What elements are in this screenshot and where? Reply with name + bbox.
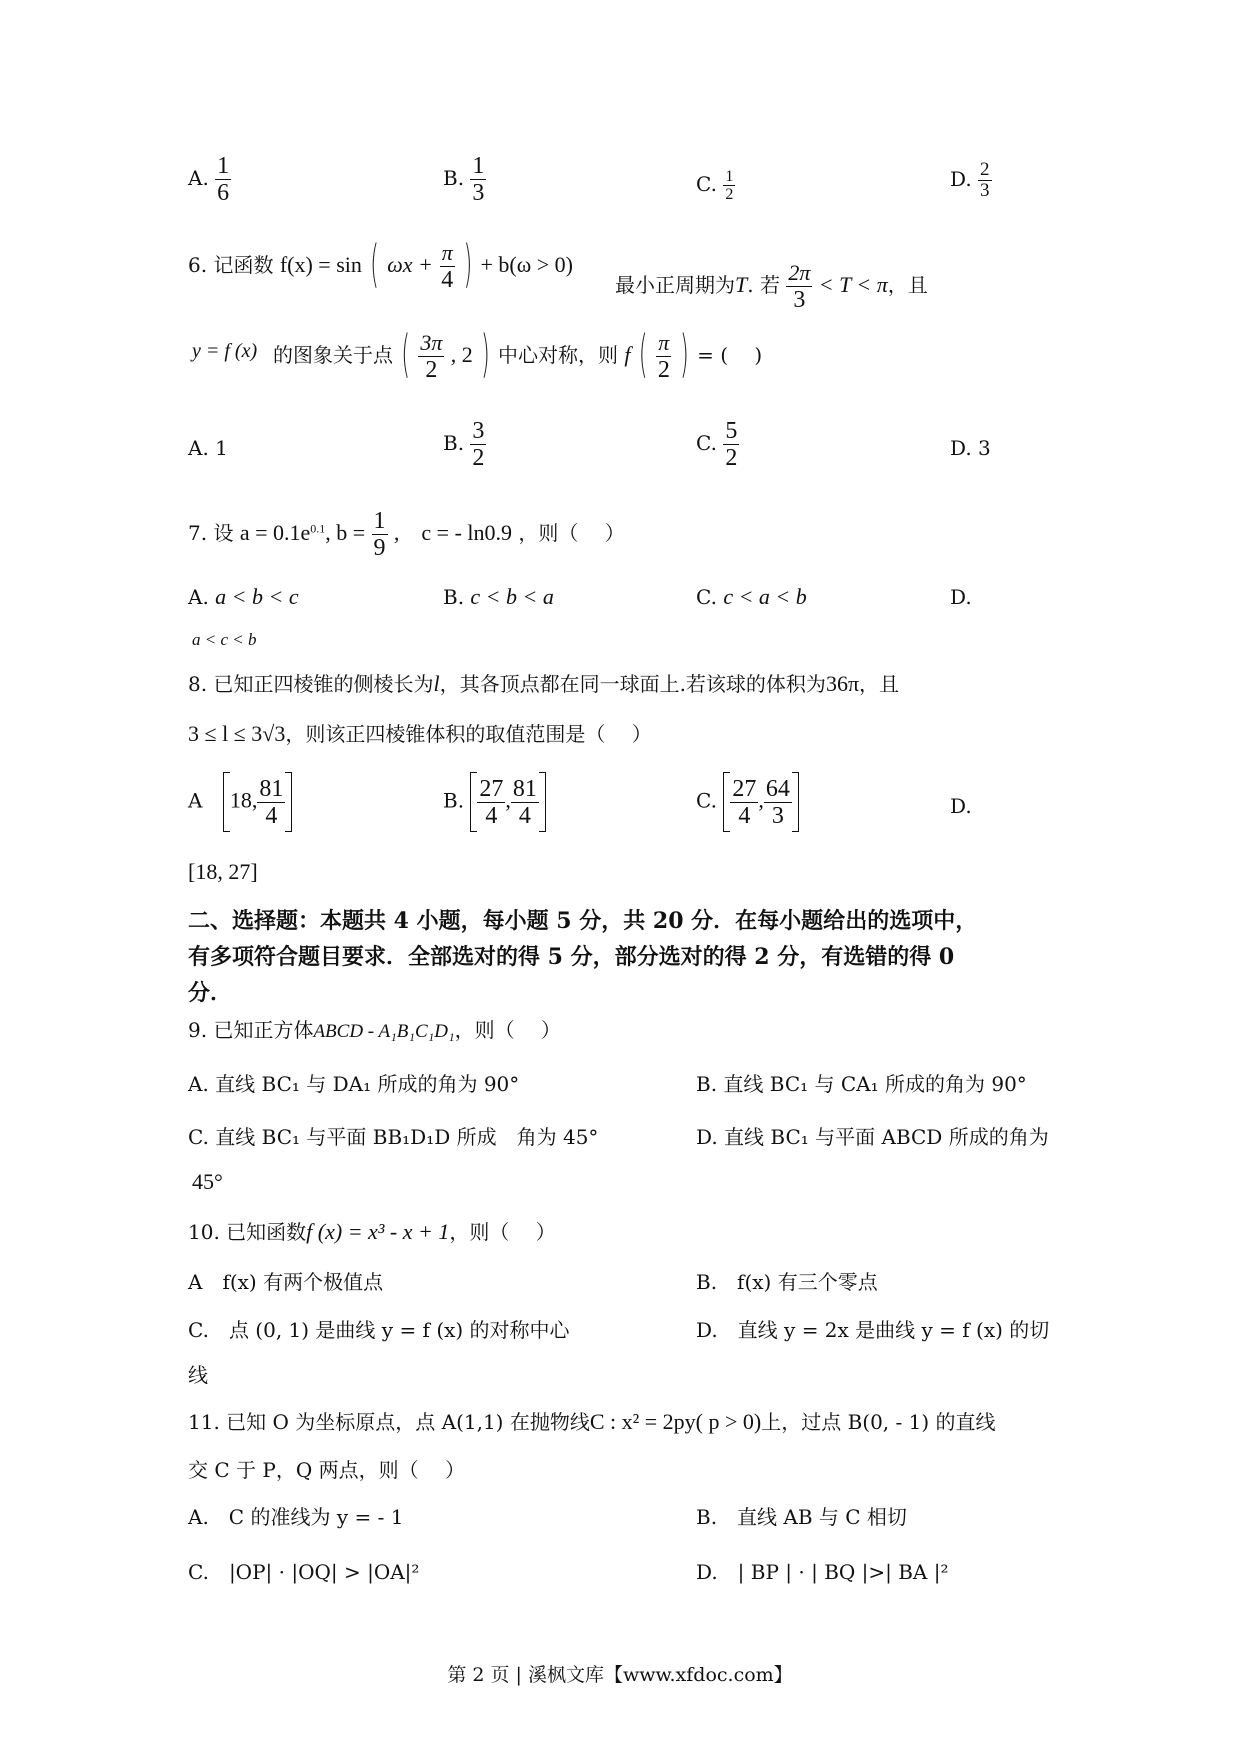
fraction	[723, 168, 735, 203]
math-expr: a < c < b	[192, 630, 257, 649]
question-number: 7. 设	[188, 521, 234, 545]
numerator: 5	[725, 418, 738, 444]
option-label: C.	[696, 431, 717, 455]
math-expr: f (x) = x³ - x + 1	[306, 1219, 450, 1244]
q8-option-d-expr	[188, 860, 258, 884]
q10-option-c: C. 点 (0, 1) 是曲线 y = f (x) 的对称中心	[188, 1318, 570, 1342]
text: 8. 已知正四棱锥的侧棱长为	[188, 672, 434, 696]
numerator: 2	[980, 159, 990, 180]
fraction	[418, 330, 444, 383]
option-label: C.	[696, 585, 717, 609]
denominator: 3	[980, 180, 990, 201]
numerator: 81	[259, 775, 284, 802]
numerator: π	[441, 240, 453, 265]
page-footer: 第 2 页 | 溪枫文库【www.xfdoc.com】	[447, 1664, 793, 1686]
q11-option-a: A. C 的准线为 y = - 1	[188, 1505, 404, 1529]
q10-option-d: D. 直线 y = 2x 是曲线 y = f (x) 的切	[696, 1318, 1050, 1342]
q6-stem-line2	[192, 338, 257, 363]
section-heading-line3: 分．	[188, 980, 233, 1006]
denominator: 2	[657, 357, 670, 383]
q8-option-b: B. $\frac{27}{4}$ , $\frac{81}{4}$	[443, 772, 546, 832]
fraction	[978, 160, 992, 201]
option-label: D. 3	[950, 436, 991, 460]
q9-stem	[188, 1018, 561, 1044]
math-expr: , 2	[450, 342, 473, 367]
denominator: 4	[485, 802, 498, 829]
numerator: 27	[732, 775, 757, 802]
right-bracket	[539, 772, 546, 832]
fraction	[764, 776, 792, 829]
math-expr: < T < π	[818, 272, 888, 297]
math-expr: ABCD - A₁B₁C₁D₁	[313, 1021, 455, 1042]
q6-option-c	[696, 418, 739, 471]
text: ，则该正四棱锥体积的取值范围是（ ）	[285, 722, 652, 746]
denominator: 4	[738, 802, 751, 829]
q6-option-a	[188, 436, 228, 460]
math-expr: + b(ω > 0)	[480, 252, 573, 277]
right-bracket	[792, 772, 799, 832]
denominator: 3	[793, 287, 806, 313]
text: = ( )	[697, 343, 763, 367]
option-label: B.	[443, 788, 465, 813]
numerator: 1	[472, 153, 485, 179]
text: ，则（ ）	[449, 1220, 556, 1244]
math-expr: c < a < b	[723, 584, 807, 609]
numerator: 2π	[788, 260, 811, 285]
option-label: C.	[696, 788, 717, 813]
q11-stem-line1	[188, 1410, 996, 1434]
math-expr: , c = - ln0.9	[393, 520, 513, 545]
numerator: 27	[479, 775, 504, 802]
text: ，其各顶点都在同一球面上.若该球的体积为	[439, 672, 826, 696]
q7-option-b	[443, 585, 554, 609]
q6-option-b	[443, 418, 486, 471]
numerator: 1	[725, 168, 734, 185]
denominator: 9	[373, 535, 386, 561]
left-paren: (	[401, 326, 410, 385]
fraction	[470, 153, 486, 206]
q11-option-d: D. | BP | · | BQ |>| BA |²	[696, 1560, 949, 1584]
superscript: 0.1	[310, 521, 326, 536]
numerator: 3π	[420, 330, 443, 355]
q8-stem-line2	[188, 722, 652, 746]
numerator: 1	[217, 153, 230, 179]
denominator: 2	[725, 445, 738, 471]
q7-option-d	[950, 585, 972, 609]
q9-option-a: A. 直线 BC₁ 与 DA₁ 所成的角为 90°	[188, 1072, 520, 1096]
denominator: 4	[518, 802, 531, 829]
section-heading-line1: 二、选择题：本题共 4 小题，每小题 5 分，共 20 分．在每小题给出的选项中，	[188, 908, 978, 934]
math-var: l	[433, 671, 440, 696]
q8-option-c: C. $\frac{27}{4}$ , $\frac{64}{3}$	[696, 772, 799, 832]
q5-option-d	[950, 160, 992, 201]
text: ，则（ ）	[518, 521, 625, 545]
q6-stem-line1	[188, 236, 573, 295]
q10-option-b: B. f(x) 有三个零点	[696, 1270, 878, 1294]
q11-option-c: C. |OP| · |OQ| > |OA|²	[188, 1560, 420, 1584]
fraction	[730, 776, 758, 829]
text: ，且	[859, 672, 900, 696]
fraction	[656, 330, 672, 383]
numerator: 81	[512, 775, 537, 802]
math-var: f	[624, 342, 631, 367]
numerator: π	[658, 330, 670, 355]
text: 最小正周期为	[615, 273, 735, 297]
text: 11. 已知 O 为坐标原点，点 A(1,1) 在抛物线	[188, 1410, 590, 1434]
question-number: 10. 已知函数	[188, 1220, 307, 1244]
denominator: 2	[425, 357, 438, 383]
q6-option-d	[950, 436, 991, 460]
math-expr: C : x² = 2py( p > 0)	[589, 1409, 762, 1434]
right-paren: )	[481, 326, 490, 385]
q11-option-b: B. 直线 AB 与 C 相切	[696, 1505, 907, 1529]
left-bracket	[723, 772, 730, 832]
q8-stem-line1	[188, 672, 899, 696]
left-bracket	[470, 772, 477, 832]
right-paren: )	[463, 236, 473, 295]
option-label: A.	[188, 585, 209, 609]
math-expr: 18,	[229, 787, 258, 813]
math-expr: 3 ≤ l ≤ 3√3	[188, 721, 286, 746]
option-label: A.	[188, 166, 209, 190]
option-label: B.	[443, 585, 465, 609]
fraction	[215, 153, 231, 206]
question-number: 9. 已知正方体	[188, 1018, 314, 1042]
math-expr: ωx +	[387, 252, 433, 277]
q8-option-a	[188, 772, 292, 832]
math-expr: [18, 27]	[188, 859, 258, 884]
q7-option-c	[696, 585, 807, 609]
fraction	[439, 240, 455, 293]
numerator: 3	[472, 418, 485, 444]
q10-option-d-cont: 线	[188, 1363, 208, 1387]
section-heading-line2: 有多项符合题目要求．全部选对的得 5 分，部分选对的得 2 分，有选错的得 0	[188, 944, 955, 970]
question-number: 6. 记函数	[188, 253, 274, 277]
q7-option-d-expr	[192, 630, 257, 650]
option-label: D.	[950, 794, 972, 818]
q7-stem	[188, 508, 625, 561]
option-label: D.	[950, 167, 972, 191]
q10-stem	[188, 1220, 556, 1244]
fraction	[511, 776, 539, 829]
denominator: 3	[771, 802, 784, 829]
math-expr: c < b < a	[470, 584, 554, 609]
text: ，且	[887, 273, 928, 297]
fraction	[786, 260, 812, 313]
right-paren: )	[680, 326, 689, 385]
right-bracket	[285, 772, 292, 832]
text: 的图象关于点	[273, 343, 393, 367]
denominator: 4	[441, 267, 454, 293]
denominator: 4	[265, 802, 278, 829]
q8-option-d	[950, 794, 972, 818]
q7-option-a	[188, 585, 299, 609]
fraction	[723, 418, 739, 471]
q6-stem-line1b	[615, 260, 928, 313]
option-label: B.	[443, 166, 465, 190]
text: . 若	[747, 273, 780, 297]
left-paren: (	[370, 236, 379, 295]
q5-option-a	[188, 153, 231, 206]
fraction	[257, 776, 285, 829]
option-label: B.	[443, 431, 465, 455]
q6-stem-line2b	[273, 326, 763, 385]
q9-option-b: B. 直线 BC₁ 与 CA₁ 所成的角为 90°	[696, 1072, 1027, 1096]
text: ，则（ ）	[454, 1018, 561, 1042]
option-label: A. 1	[188, 436, 228, 460]
math-expr: f(x) = sin	[279, 252, 362, 277]
option-label: D.	[950, 585, 972, 609]
math-expr: 36π	[825, 671, 860, 696]
denominator: 3	[472, 180, 485, 206]
q5-option-c	[696, 168, 735, 203]
denominator: 2	[725, 186, 734, 203]
q10-option-a: A f(x) 有两个极值点	[188, 1270, 384, 1294]
q9-option-d: D. 直线 BC₁ 与平面 ABCD 所成的角为	[696, 1125, 1049, 1149]
fraction	[477, 776, 505, 829]
fraction	[470, 418, 486, 471]
option-label: A	[188, 788, 203, 813]
denominator: 2	[472, 445, 485, 471]
math-expr: a = 0.1e	[239, 520, 311, 545]
numerator: 1	[373, 508, 386, 534]
q9-option-d-cont: 45°	[192, 1169, 223, 1194]
option-label: C.	[696, 172, 717, 196]
math-expr: y = f (x)	[192, 340, 258, 362]
text: 中心对称，则	[498, 343, 619, 367]
left-paren: (	[638, 326, 648, 385]
left-bracket	[223, 772, 230, 832]
denominator: 6	[217, 180, 230, 206]
text: 上，过点 B(0, - 1) 的直线	[761, 1410, 996, 1434]
q5-option-b	[443, 153, 486, 206]
q9-option-c: C. 直线 BC₁ 与平面 BB₁D₁D 所成 角为 45°	[188, 1125, 599, 1149]
numerator: 64	[765, 775, 790, 802]
math-expr: a < b < c	[215, 584, 299, 609]
q11-stem-line2: 交 C 于 P，Q 两点，则（ ）	[188, 1458, 465, 1482]
fraction	[372, 508, 388, 561]
math-var: T	[735, 272, 748, 297]
math-expr: , b =	[325, 520, 366, 545]
